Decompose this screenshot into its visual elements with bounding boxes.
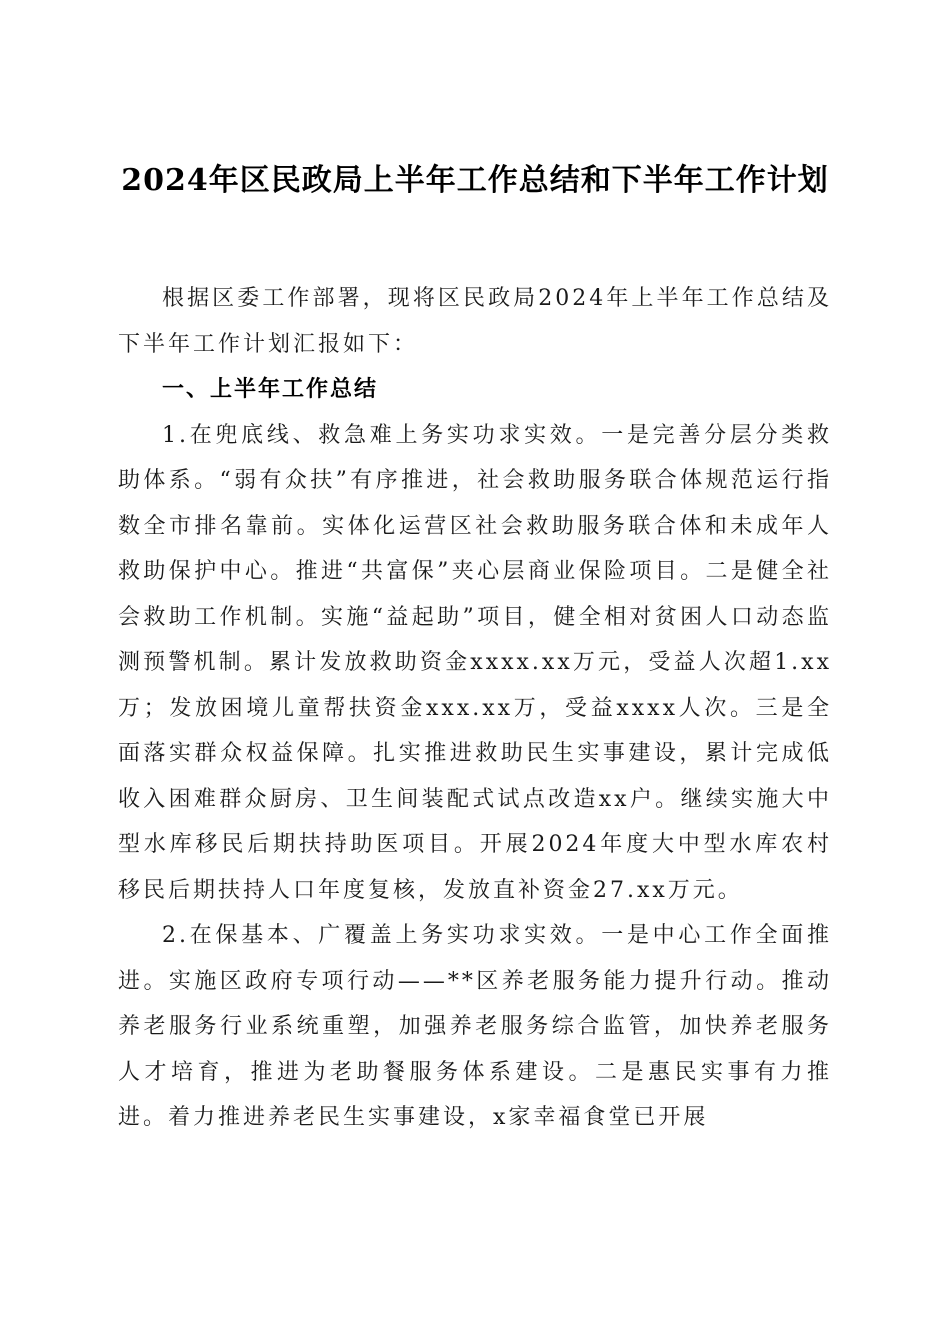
- document-title: 2024年区民政局上半年工作总结和下半年工作计划: [121, 163, 829, 199]
- intro-paragraph: 根据区委工作部署，现将区民政局2024年上半年工作总结及下半年工作计划汇报如下：: [118, 286, 832, 357]
- body-paragraph: 2.在保基本、广覆盖上务实功求实效。一是中心工作全面推进。实施区政府专项行动——**区养老服务能力提升行动。推动养老服务行业系统重塑，加强养老服务综合监管，加快养老服务人才培育，推进为老助餐服务体系建设。二是惠民实事有力推进。着力推进养老民生实事建设，x家幸福食堂已开展: [118, 923, 832, 1130]
- document-body: [118, 276, 832, 1141]
- section-heading: 一、上半年工作总结: [162, 377, 379, 402]
- body-paragraph: 1.在兜底线、救急难上务实功求实效。一是完善分层分类救助体系。“弱有众扶”有序推进，社会救助服务联合体规范运行指数全市排名靠前。实体化运营区社会救助服务联合体和未成年人救助保护中心。推进“共富保”夹心层商业保险项目。二是健全社会救助工作机制。实施“益起助”项目，健全相对贫困人口动态监测预警机制。累计发放救助资金xxxx.xx万元，受益人次超1.xx万；发放困境儿童帮扶资金xxx.xx万，受益xxxx人次。三是全面落实群众权益保障。扎实推进救助民生实事建设，累计完成低收入困难群众厨房、卫生间装配式试点改造xx户。继续实施大中型水库移民后期扶持助医项目。开展2024年度大中型水库农村移民后期扶持人口年度复核，发放直补资金27.xx万元。: [118, 422, 832, 903]
